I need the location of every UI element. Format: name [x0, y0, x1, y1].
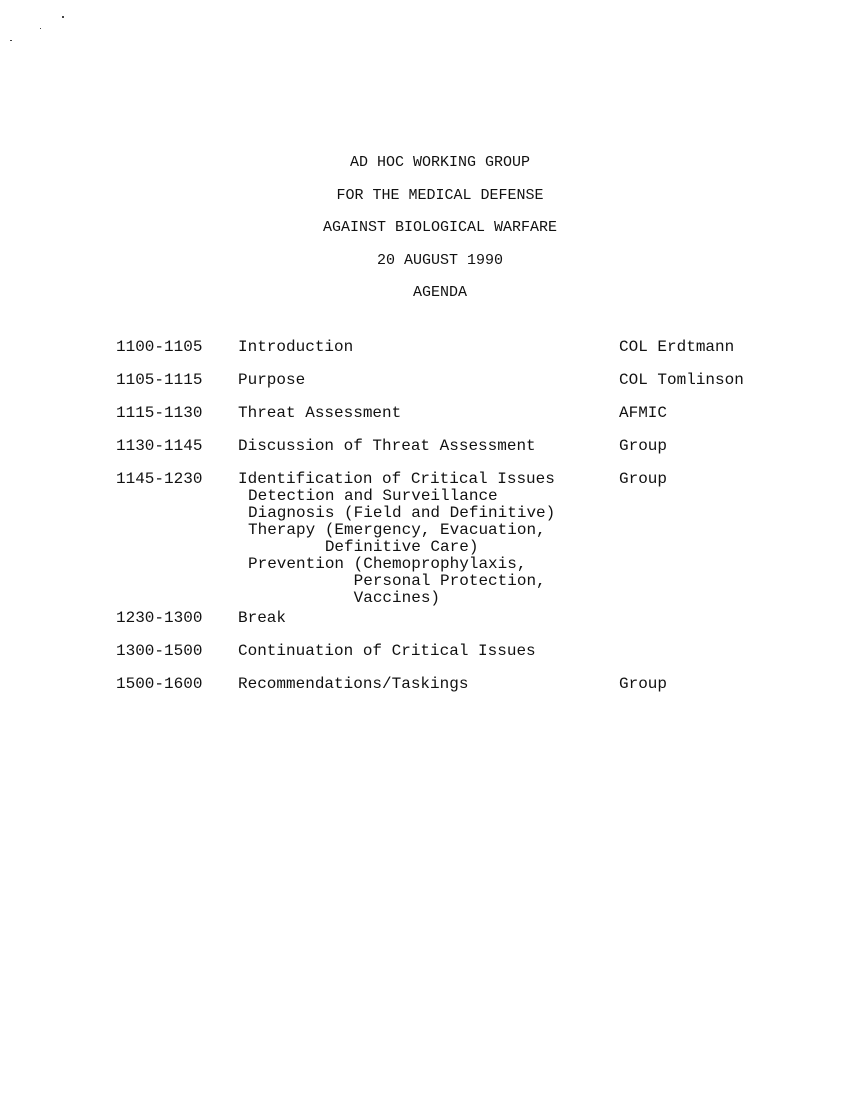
agenda-topic: Break — [238, 609, 287, 627]
agenda-time: 1105-1115 — [116, 371, 203, 389]
scan-speck — [40, 28, 41, 29]
agenda-topic: Introduction — [238, 338, 354, 356]
header-agenda-label: AGENDA — [412, 284, 467, 301]
agenda-time: 1130-1145 — [116, 437, 203, 455]
agenda-time: 1115-1130 — [116, 404, 203, 422]
agenda-presenter: COL Tomlinson — [619, 371, 744, 389]
agenda-time: 1500-1600 — [116, 675, 203, 693]
agenda-presenter: Group — [619, 470, 668, 488]
header-title-line-1: AD HOC WORKING GROUP — [349, 154, 531, 171]
document-header — [0, 154, 850, 317]
agenda-table — [116, 338, 816, 708]
agenda-row — [116, 675, 816, 693]
agenda-subitem: Vaccines) — [248, 589, 441, 607]
agenda-subitems — [248, 488, 555, 607]
agenda-presenter: Group — [619, 437, 668, 455]
agenda-topic: Purpose — [238, 371, 306, 389]
header-title-line-3: AGAINST BIOLOGICAL WARFARE — [322, 219, 558, 236]
header-title-line-2: FOR THE MEDICAL DEFENSE — [336, 186, 544, 204]
agenda-topic: Discussion of Threat Assessment — [238, 437, 536, 455]
scan-speck — [10, 40, 12, 41]
agenda-row — [116, 470, 816, 607]
agenda-time: 1230-1300 — [116, 609, 203, 627]
header-date: 20 AUGUST 1990 — [376, 251, 504, 269]
agenda-row — [116, 609, 816, 627]
agenda-presenter: Group — [619, 675, 668, 693]
agenda-row — [116, 371, 816, 389]
agenda-row — [116, 437, 816, 455]
agenda-row — [116, 404, 816, 422]
agenda-time: 1300-1500 — [116, 642, 203, 660]
agenda-topic: Identification of Critical Issues — [238, 470, 555, 488]
agenda-topic: Recommendations/Taskings — [238, 675, 469, 693]
agenda-subitem: Prevention (Chemoprophylaxis, — [248, 555, 527, 573]
agenda-row — [116, 338, 816, 356]
agenda-subitem: Personal Protection, — [248, 572, 546, 590]
agenda-time: 1145-1230 — [116, 470, 203, 488]
agenda-time: 1100-1105 — [116, 338, 203, 356]
agenda-subitem: Definitive Care) — [248, 538, 479, 556]
agenda-presenter: AFMIC — [619, 404, 668, 422]
agenda-presenter: COL Erdtmann — [619, 338, 735, 356]
agenda-subitem: Diagnosis (Field and Definitive) — [248, 504, 556, 522]
agenda-row — [116, 642, 816, 660]
agenda-subitem: Detection and Surveillance — [248, 487, 498, 505]
scan-speck — [62, 16, 64, 18]
agenda-topic: Continuation of Critical Issues — [238, 642, 536, 660]
agenda-subitem: Therapy (Emergency, Evacuation, — [248, 521, 546, 539]
agenda-topic: Threat Assessment — [238, 404, 402, 422]
